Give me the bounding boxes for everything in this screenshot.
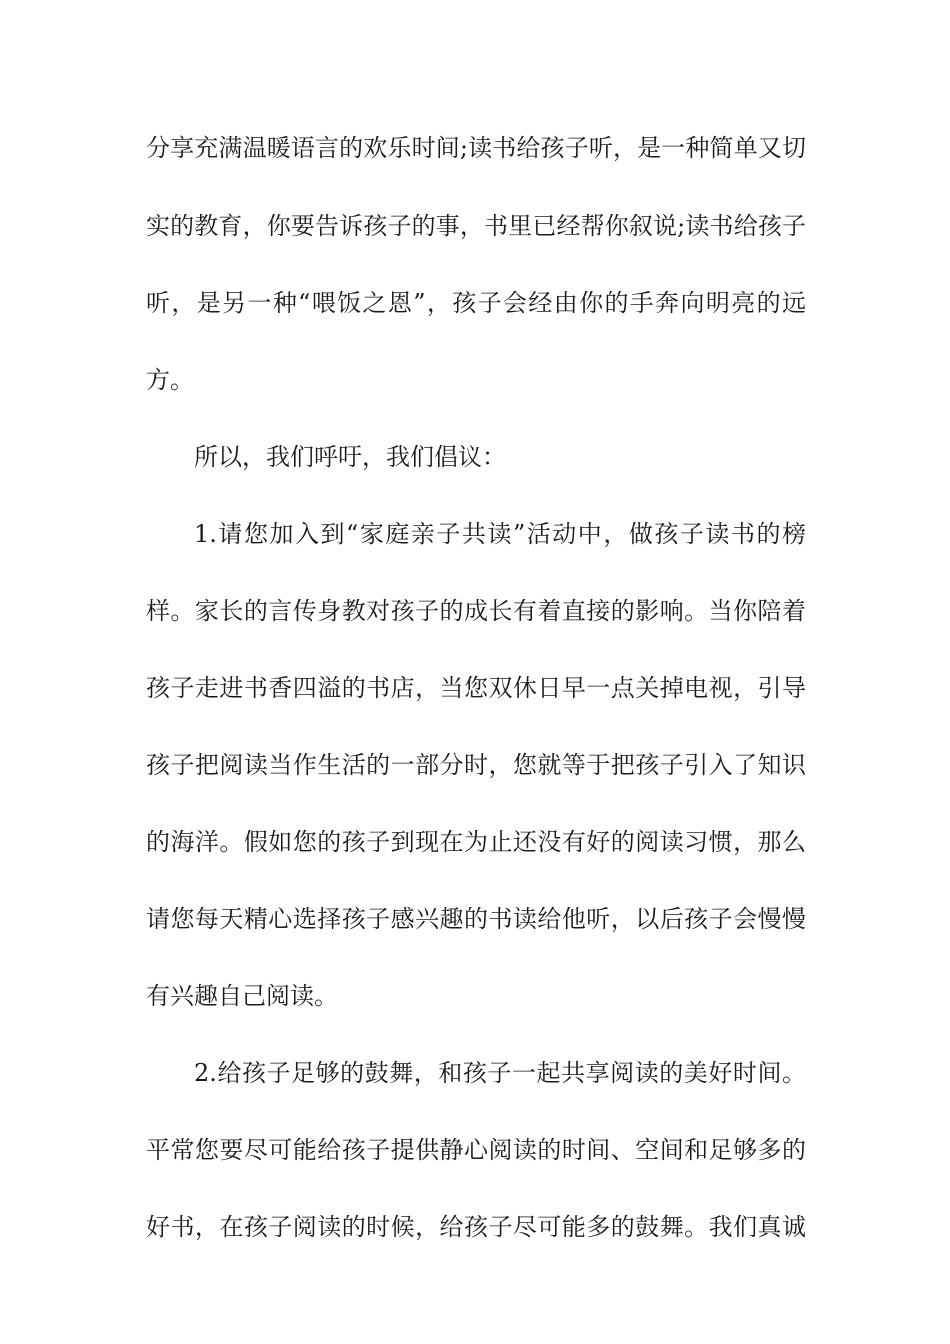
text-line: 听，是另一种“喂饭之恩”，孩子会经由你的手奔向明亮的远 [146,289,806,317]
text-line: 有兴趣自己阅读。 [146,982,338,1010]
text-line: 的海洋。假如您的孩子到现在为止还没有好的阅读习惯，那么 [146,828,806,856]
text-line: 平常您要尽可能给孩子提供静心阅读的时间、空间和足够多的 [146,1136,806,1164]
text-line: 所以，我们呼吁，我们倡议： [194,443,506,471]
text-line: 实的教育，你要告诉孩子的事，书里已经帮你叙说;读书给孩子 [146,212,806,240]
text-line: 好书，在孩子阅读的时候，给孩子尽可能多的鼓舞。我们真诚 [146,1213,806,1241]
text-line: 分享充满温暖语言的欢乐时间;读书给孩子听，是一种简单又切 [146,134,806,162]
text-line: 1.请您加入到“家庭亲子共读”活动中，做孩子读书的榜 [194,520,806,548]
text-line: 孩子把阅读当作生活的一部分时，您就等于把孩子引入了知识 [146,751,806,779]
text-line: 样。家长的言传身教对孩子的成长有着直接的影响。当你陪着 [146,597,806,625]
text-line: 孩子走进书香四溢的书店，当您双休日早一点关掉电视，引导 [146,674,806,702]
text-line: 方。 [146,366,194,394]
text-line: 2.给孩子足够的鼓舞，和孩子一起共享阅读的美好时间。 [194,1059,806,1087]
text-line: 请您每天精心选择孩子感兴趣的书读给他听，以后孩子会慢慢 [146,905,806,933]
